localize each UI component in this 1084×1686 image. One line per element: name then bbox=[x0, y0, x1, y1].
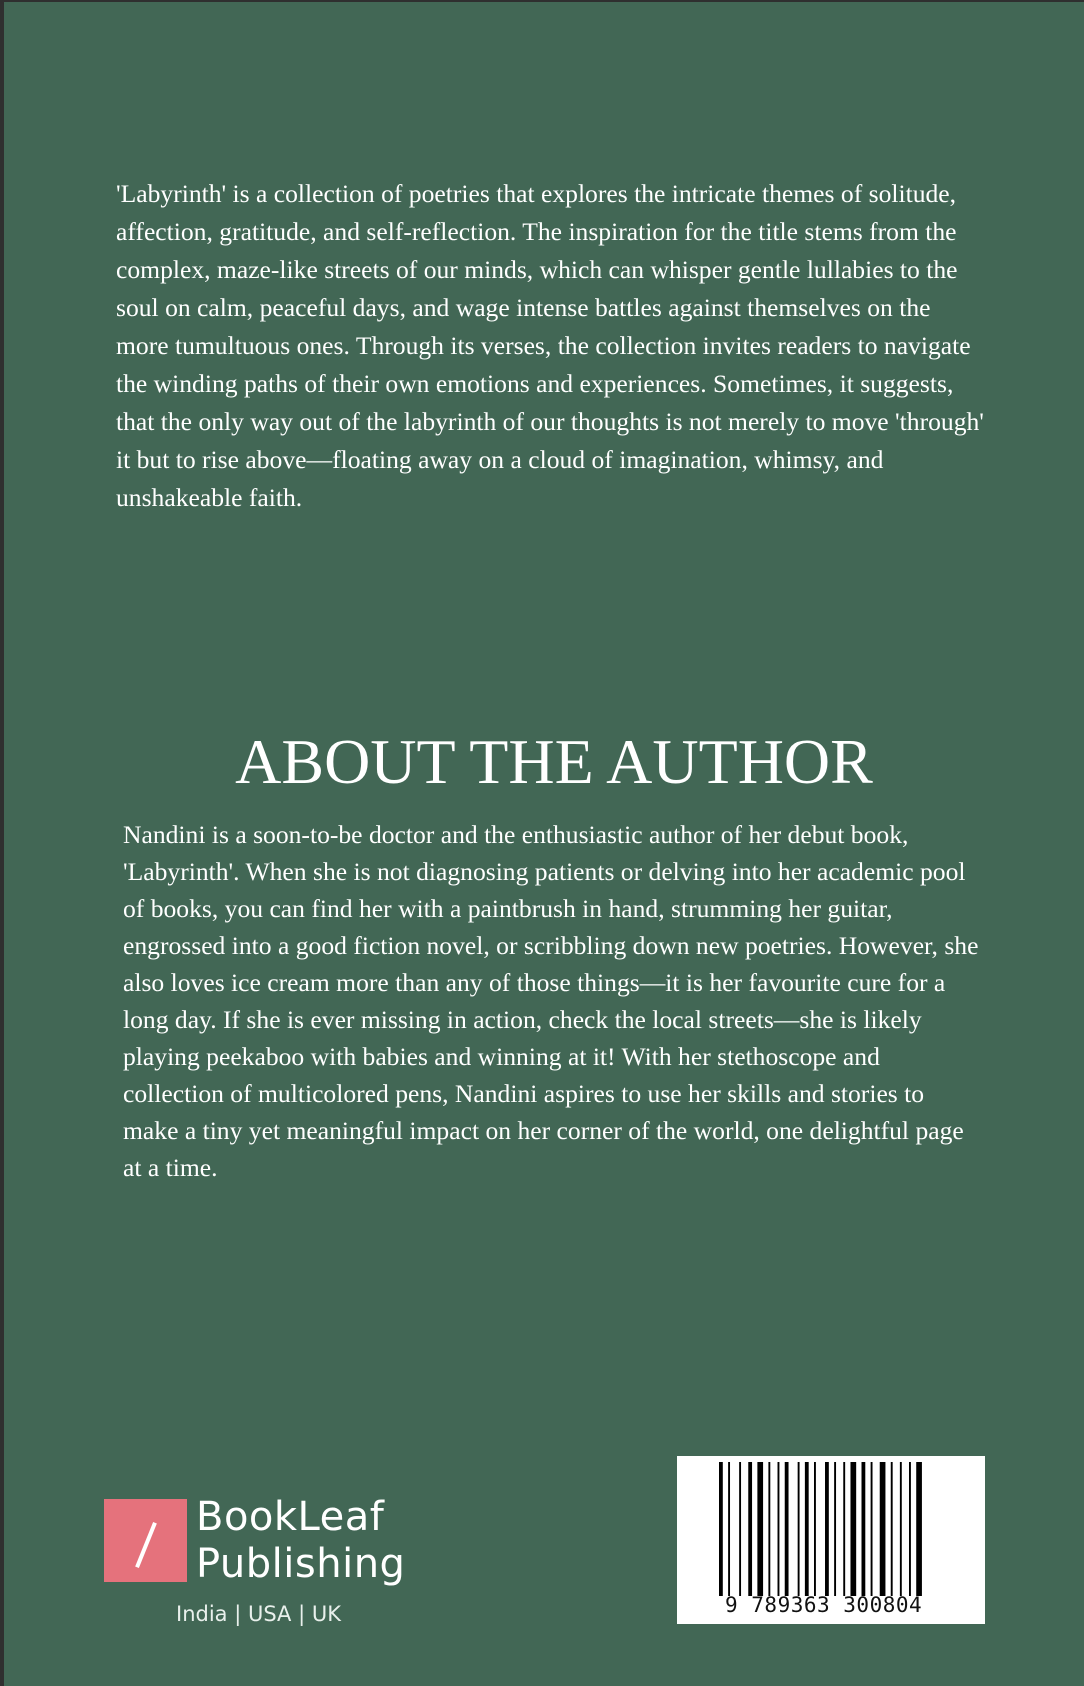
barcode-bar bbox=[850, 1462, 856, 1596]
barcode-bar bbox=[805, 1462, 809, 1596]
barcode-bar bbox=[825, 1462, 829, 1596]
barcode-bar bbox=[834, 1462, 836, 1596]
barcode-bar bbox=[916, 1462, 922, 1596]
back-cover bbox=[4, 2, 1084, 1686]
barcode-bar bbox=[719, 1462, 723, 1596]
barcode-bar bbox=[909, 1462, 911, 1596]
barcode-bar bbox=[748, 1462, 752, 1596]
barcode-bar bbox=[862, 1462, 866, 1596]
barcode-bar bbox=[778, 1462, 780, 1596]
barcode-bar bbox=[728, 1462, 730, 1596]
barcode-bar bbox=[768, 1462, 770, 1596]
publisher-logo bbox=[104, 1494, 424, 1644]
barcode-bar bbox=[757, 1462, 763, 1596]
barcode-bar bbox=[871, 1462, 873, 1596]
publisher-name-line2: Publishing bbox=[196, 1541, 406, 1587]
barcode-digits: 9 789363 300804 bbox=[725, 1593, 923, 1617]
about-author-heading: ABOUT THE AUTHOR bbox=[235, 726, 873, 797]
publisher-name-line1: BookLeaf bbox=[196, 1494, 385, 1540]
barcode-bar bbox=[880, 1462, 886, 1596]
publisher-regions: India | USA | UK bbox=[176, 1602, 341, 1626]
barcode-bar bbox=[798, 1462, 800, 1596]
isbn-barcode bbox=[677, 1456, 985, 1624]
barcode-bar bbox=[814, 1462, 816, 1596]
barcode-bar bbox=[843, 1462, 845, 1596]
about-author-text: Nandini is a soon-to-be doctor and the enthusiastic author of her debut book, 'Labyrinth'. When she is not diagnosing patients or delving into her academic pool of books, you can find her with a paintbrush in hand, strumming her guitar, engrossed into a good fiction novel, or scribbling down new poetries. However, she also loves ice cream more than any of those things—it is her favourite cure for a long day. If she is ever missing in action, check the local streets—she is likely playing peekaboo with babies and winning at it! With her stethoscope and collection of multicolored pens, Nandini aspires to use her skills and stories to make a tiny yet meaningful impact on her corner of the world, one delightful page at a time. bbox=[123, 820, 979, 1182]
slash-logo-icon bbox=[104, 1499, 187, 1582]
barcode-bar bbox=[739, 1462, 741, 1596]
barcode-bar bbox=[891, 1462, 893, 1596]
barcode-bar bbox=[900, 1462, 902, 1596]
slash-mark bbox=[135, 1522, 157, 1568]
barcode-icon bbox=[717, 1460, 927, 1600]
book-blurb: 'Labyrinth' is a collection of poetries that explores the intricate themes of solitude, affection, gratitude, and self-reflection. The inspiration for the title stems from the complex, maze-like streets of our minds, which can whisper gentle lullabies to the soul on calm, peaceful days, and wage intense battles against themselves on the more tumultuous ones. Through its verses, the collection invites readers to navigate the winding paths of their own emotions and experiences. Sometimes, it suggests, that the only way out of the labyrinth of our thoughts is not merely to move 'through' it but to rise above—floating away on a cloud of imagination, whimsy, and unshakeable faith. bbox=[116, 179, 984, 512]
publisher-name bbox=[196, 1494, 405, 1588]
barcode-bar bbox=[785, 1462, 789, 1596]
